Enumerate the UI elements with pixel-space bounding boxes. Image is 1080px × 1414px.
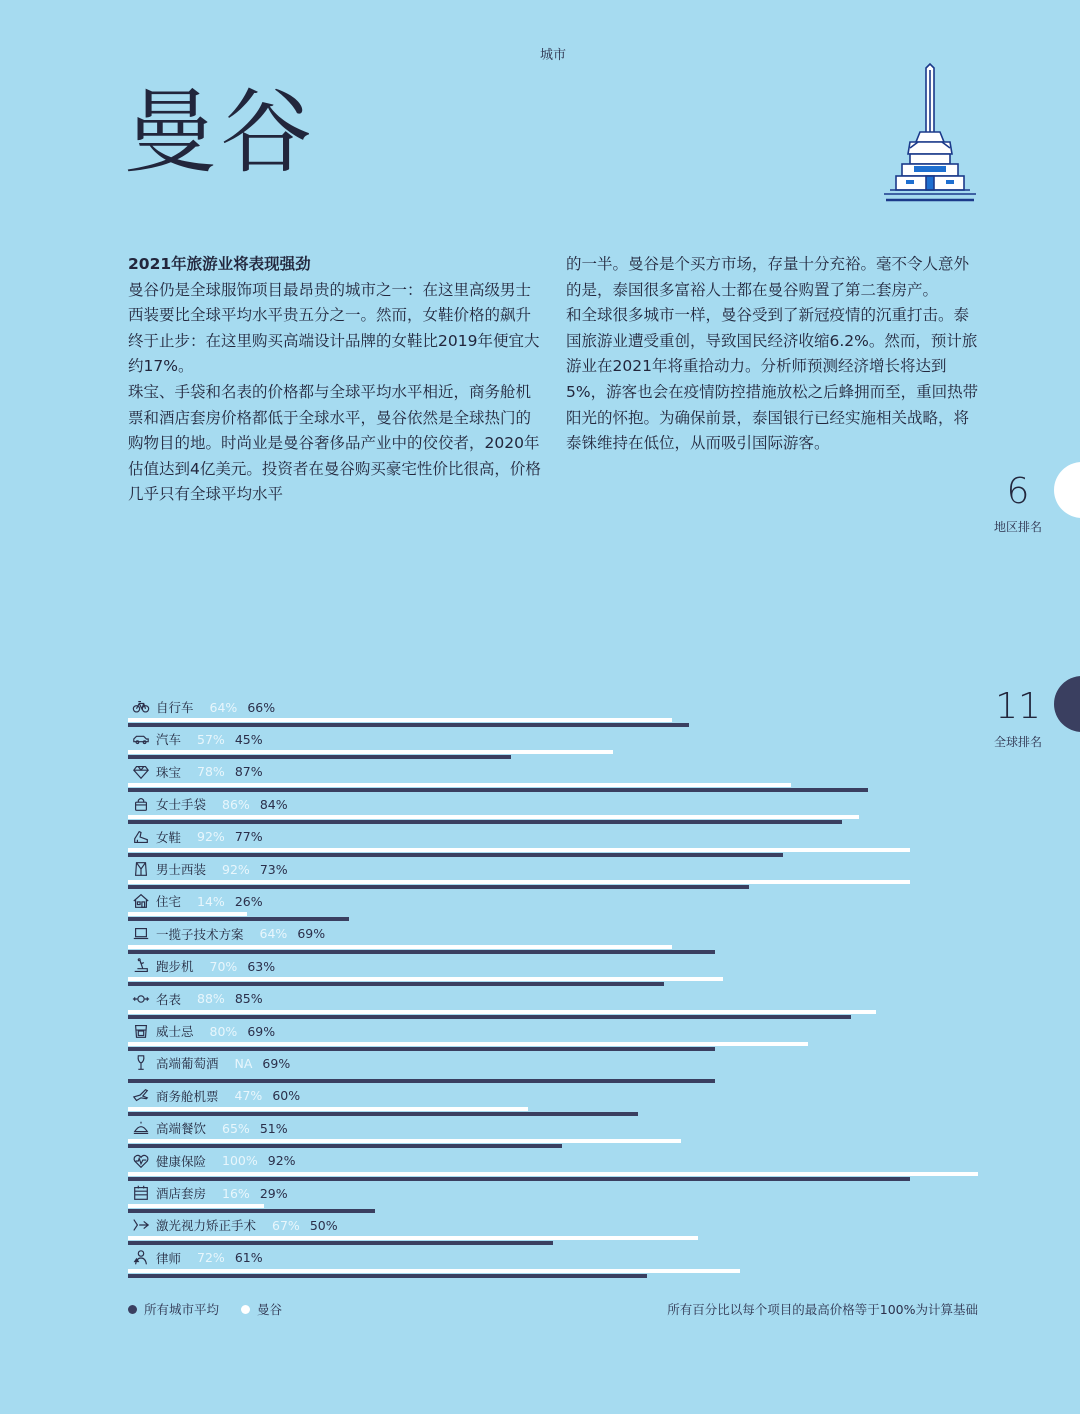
car-icon [132, 730, 150, 748]
chart-row [0, 857, 1080, 889]
diamond-icon [132, 763, 150, 781]
treadmill-icon [132, 957, 150, 975]
chart-row-label [132, 698, 275, 716]
category-label: 高端餐饮 [156, 1121, 207, 1137]
category-label: 自行车 [156, 700, 194, 715]
heart-icon [132, 1152, 150, 1170]
bangkok-value-label: 14% [197, 893, 225, 909]
average-value-label: 26% [234, 893, 263, 909]
bangkok-value-label: NA [234, 1055, 253, 1071]
bangkok-bar [128, 1269, 740, 1273]
bangkok-value-label: 57% [197, 731, 225, 747]
regional-rank-label: 地区排名 [993, 520, 1042, 534]
category-label: 名表 [156, 991, 182, 1007]
legend-dot-bangkok [241, 1305, 250, 1314]
chart-row-label [132, 1087, 300, 1105]
average-bar [128, 1015, 851, 1019]
bangkok-value-label: 92% [222, 861, 250, 877]
chart-row-label [132, 1249, 263, 1267]
bangkok-bar [128, 1139, 681, 1143]
bangkok-bar [128, 977, 723, 981]
chart-row [0, 1019, 1080, 1051]
chart-footnote: 所有百分比以每个项目的最高价格等于100%为计算基础 [667, 1302, 978, 1317]
chart-row [0, 1246, 1080, 1278]
price-comparison-chart [0, 695, 1080, 1285]
dining-icon [132, 1119, 150, 1137]
average-bar [128, 1177, 910, 1181]
bangkok-bar [128, 1107, 528, 1111]
legend-item-bangkok [241, 1300, 282, 1318]
chart-row [0, 889, 1080, 921]
bangkok-bar [128, 815, 859, 819]
bangkok-value-label: 72% [197, 1250, 225, 1266]
regional-rank [986, 471, 1050, 535]
article-paragraph: 珠宝、手袋和名表的价格都与全球平均水平相近，商务舱机票和酒店套房价格都低于全球水平，曼谷依然是全球热门的购物目的地。时尚业是曼谷奢侈品产业中的佼佼者，2020年估值达到4亿美元。投资者在曼谷购买豪宅性价比很高，价格几乎只有全球平均水平 [128, 382, 541, 504]
chart-row [0, 1149, 1080, 1181]
average-value-label: 69% [247, 1023, 276, 1039]
average-value-label: 69% [262, 1055, 291, 1071]
category-label: 威士忌 [156, 1024, 194, 1039]
article-left-column [128, 252, 543, 508]
bangkok-value-label: 64% [209, 699, 238, 715]
average-value-label: 45% [234, 731, 263, 747]
average-bar [128, 982, 664, 986]
article-paragraph: 曼谷仍是全球服饰项目最昂贵的城市之一：在这里高级男士西装要比全球平均水平贵五分之一。然而，女鞋价格的飙升终于止步：在这里购买高端设计品牌的女鞋比2019年便宜大约17%。 [128, 280, 540, 376]
bangkok-value-label: 65% [222, 1120, 250, 1136]
chart-row-label [132, 1216, 338, 1234]
regional-rank-value: 6 [1006, 471, 1030, 512]
category-label: 高端葡萄酒 [156, 1056, 219, 1072]
handbag-icon [132, 795, 150, 813]
chart-row-label [132, 1184, 288, 1202]
chart-row-label [132, 763, 263, 781]
chart-row [0, 1116, 1080, 1148]
category-label: 激光视力矫正手术 [156, 1218, 257, 1234]
chart-row-label [132, 795, 288, 813]
bangkok-value-label: 70% [209, 958, 238, 974]
chart-row [0, 922, 1080, 954]
bangkok-bar [128, 783, 791, 787]
chart-row-label [132, 730, 263, 748]
section-label: 城市 [539, 48, 566, 63]
article-right-column [566, 252, 981, 457]
hotel-icon [132, 1184, 150, 1202]
chart-row-label [132, 860, 288, 878]
category-label: 健康保险 [156, 1153, 207, 1169]
bangkok-bar [128, 1172, 978, 1176]
bangkok-bar [128, 1010, 876, 1014]
global-rank-label: 全球排名 [993, 735, 1042, 749]
chart-row [0, 695, 1080, 727]
city-title: 曼谷 [124, 79, 317, 186]
category-label: 住宅 [156, 894, 182, 910]
chart-row [0, 987, 1080, 1019]
bangkok-bar [128, 1236, 698, 1240]
average-bar [128, 788, 868, 792]
average-bar [128, 1079, 715, 1083]
category-label: 一揽子技术方案 [156, 926, 244, 942]
bangkok-bar [128, 945, 672, 949]
average-bar [128, 1144, 562, 1148]
chart-row-label [132, 925, 325, 943]
average-value-label: 77% [234, 829, 263, 845]
plane-icon [132, 1087, 150, 1105]
legend-label-bangkok: 曼谷 [257, 1302, 283, 1317]
average-bar [128, 917, 349, 921]
average-value-label: 60% [272, 1088, 301, 1104]
average-bar [128, 885, 749, 889]
bangkok-value-label: 88% [197, 991, 225, 1007]
bangkok-value-label: 100% [222, 1153, 258, 1169]
global-rank-value: 11 [995, 686, 1041, 727]
average-value-label: 29% [259, 1185, 288, 1201]
average-bar [128, 820, 842, 824]
average-bar [128, 1047, 715, 1051]
bangkok-bar [128, 718, 672, 722]
whisky-icon [132, 1022, 150, 1040]
category-label: 跑步机 [156, 959, 194, 975]
average-value-label: 51% [259, 1120, 288, 1136]
bangkok-bar [128, 848, 910, 852]
chart-row [0, 954, 1080, 986]
average-value-label: 69% [297, 926, 326, 942]
category-label: 律师 [156, 1250, 182, 1266]
bangkok-value-label: 78% [197, 764, 225, 780]
article-paragraph: 的一半。曼谷是个买方市场，存量十分充裕。毫不令人意外的是，泰国很多富裕人士都在曼谷购置了第二套房产。 [566, 255, 970, 299]
laptop-icon [132, 925, 150, 943]
bangkok-bar [128, 750, 613, 754]
legend-label-average: 所有城市平均 [144, 1302, 220, 1317]
category-label: 珠宝 [156, 764, 182, 780]
house-icon [132, 892, 150, 910]
bangkok-value-label: 16% [222, 1185, 250, 1201]
average-value-label: 66% [247, 699, 276, 715]
average-bar [128, 1241, 553, 1245]
bangkok-value-label: 80% [209, 1023, 238, 1039]
lawyer-icon [132, 1249, 150, 1267]
average-value-label: 84% [259, 796, 288, 812]
chart-row [0, 1051, 1080, 1083]
average-bar [128, 1112, 638, 1116]
chart-row [0, 792, 1080, 824]
average-bar [128, 755, 511, 759]
category-label: 汽车 [156, 732, 182, 748]
average-bar [128, 1274, 647, 1278]
shoe-icon [132, 828, 150, 846]
average-bar [128, 723, 689, 727]
average-value-label: 50% [309, 1217, 338, 1233]
bangkok-bar [128, 880, 910, 884]
average-value-label: 73% [259, 861, 288, 877]
bangkok-value-label: 86% [222, 796, 250, 812]
bangkok-value-label: 64% [259, 926, 288, 942]
category-label: 女士手袋 [156, 797, 207, 813]
average-bar [128, 1209, 375, 1213]
chart-row-label [132, 990, 263, 1008]
eye-icon [132, 1216, 150, 1234]
chart-row-label [132, 828, 263, 846]
chart-row [0, 1213, 1080, 1245]
wine-icon [132, 1054, 150, 1072]
article-subheading: 2021年旅游业将表现强劲 [128, 255, 311, 273]
bangkok-value-label: 47% [234, 1088, 263, 1104]
chart-row-label [132, 892, 263, 910]
bangkok-value-label: 67% [272, 1217, 300, 1233]
chart-row-label [132, 1022, 275, 1040]
category-label: 酒店套房 [156, 1186, 207, 1201]
bangkok-bar [128, 1042, 808, 1046]
average-bar [128, 950, 715, 954]
bangkok-value-label: 92% [197, 829, 225, 845]
chart-row [0, 760, 1080, 792]
average-value-label: 85% [234, 991, 263, 1007]
average-bar [128, 853, 783, 857]
chart-row-label [132, 1054, 290, 1072]
article-paragraph: 和全球很多城市一样，曼谷受到了新冠疫情的沉重打击。泰国旅游业遭受重创，导致国民经济收缩6.2%。然而，预计旅游业在2021年将重拾动力。分析师预测经济增长将达到5%，游客也会在疫情防控措施放松之后蜂拥而至，重回热带阳光的怀抱。为确保前景，泰国银行已经实施相关战略，将泰铢维持在低位，从而吸引国际游客。 [566, 306, 979, 453]
chart-row-label [132, 957, 275, 975]
victory-monument-icon [880, 62, 980, 208]
watch-icon [132, 990, 150, 1008]
bicycle-icon [132, 698, 150, 716]
suit-icon [132, 860, 150, 878]
average-value-label: 92% [267, 1153, 296, 1169]
legend-dot-average [128, 1305, 137, 1314]
chart-row-label [132, 1119, 288, 1137]
average-value-label: 63% [247, 958, 276, 974]
average-value-label: 61% [234, 1250, 263, 1266]
average-value-label: 87% [234, 764, 263, 780]
bangkok-bar [128, 1204, 264, 1208]
regional-rank-marker [1054, 462, 1080, 518]
chart-row [0, 1181, 1080, 1213]
category-label: 商务舱机票 [156, 1088, 219, 1104]
chart-row [0, 727, 1080, 759]
bangkok-bar [128, 912, 247, 916]
chart-row-label [132, 1152, 296, 1170]
chart-row [0, 1084, 1080, 1116]
category-label: 男士西装 [156, 862, 207, 877]
category-label: 女鞋 [156, 829, 182, 845]
legend-item-average [128, 1300, 219, 1318]
chart-row [0, 825, 1080, 857]
chart-legend [128, 1300, 304, 1318]
